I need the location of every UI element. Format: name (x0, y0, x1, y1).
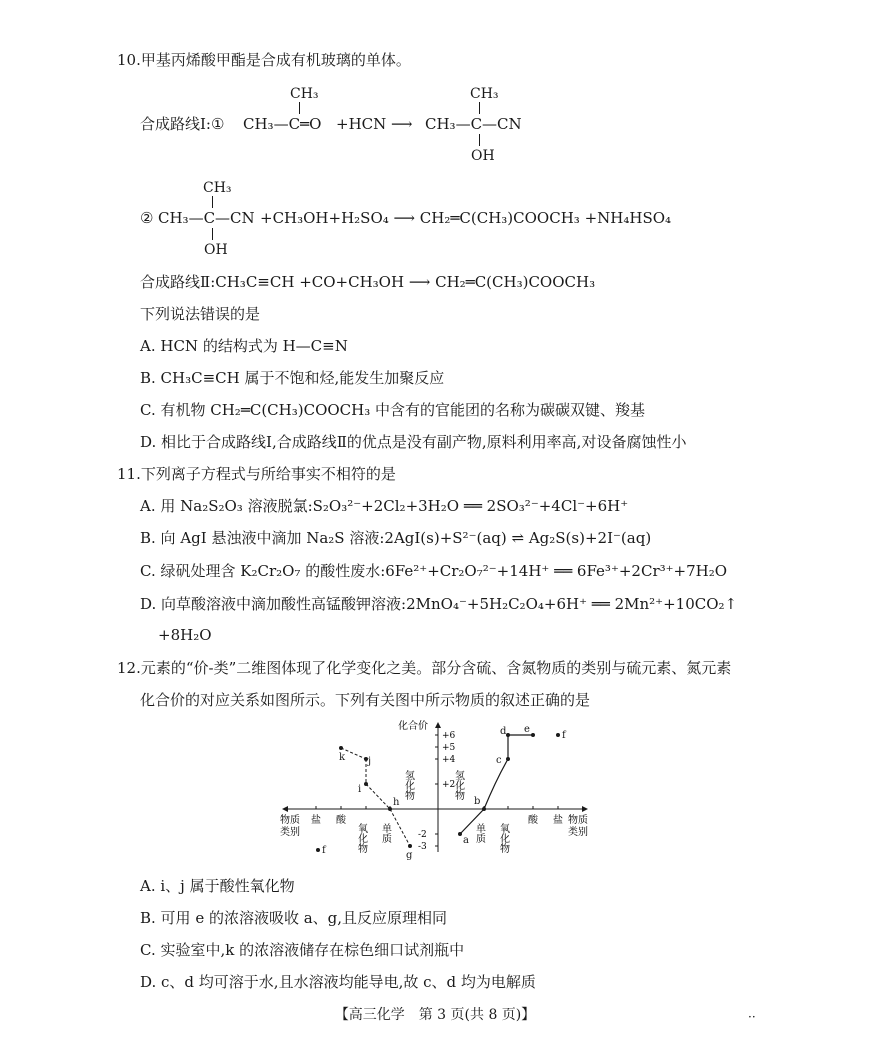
right-cat-salt: 盐 (553, 815, 563, 826)
y-tick-minus3: -3 (418, 842, 427, 852)
solid-line-a-b-c-d-e (460, 735, 533, 834)
q10-stem: 下列说法错误的是 (140, 305, 261, 323)
x-axis-arrow-right (582, 806, 588, 812)
point-a (458, 832, 462, 836)
point-d (506, 733, 510, 737)
q10-eq2-ch3: CH₃ (203, 180, 232, 196)
q12-option-d: D. c、d 均可溶于水,且水溶液均能导电,故 c、d 均为电解质 (140, 973, 536, 991)
q10-eq2-label: ② (140, 209, 154, 227)
left-cat-element: 单质 (379, 823, 391, 843)
left-axis-label-1: 物质 (280, 815, 300, 826)
q12-option-b: B. 可用 e 的浓溶液吸收 a、g,且反应原理相同 (140, 909, 448, 927)
left-hydride-label: 氢化物 (402, 770, 414, 800)
point-label-b: b (474, 796, 481, 807)
q10-route2: 合成路线Ⅱ:CH₃C≡CH +CO+CH₃OH ⟶ CH₂═C(CH₃)COOCH₃ (140, 273, 596, 291)
q11-title: 11.下列离子方程式与所给事实不相符的是 (117, 465, 396, 483)
q12-option-a: A. i、j 属于酸性氧化物 (140, 877, 295, 895)
point-g (408, 844, 412, 848)
page-footer: 【高三化学 第 3 页(共 8 页)】 (334, 1007, 536, 1023)
y-tick-minus2: -2 (418, 830, 427, 840)
left-cat-oxide: 氧化物 (355, 823, 367, 853)
point-f-left (316, 848, 320, 852)
right-axis-label-1: 物质 (568, 815, 588, 826)
q10-route1-label: 合成路线Ⅰ:① (140, 115, 225, 133)
q10-eq1-prod-oh: OH (471, 148, 495, 164)
y-axis-title: 化合价 (398, 721, 428, 732)
q10-eq2-reactant: CH₃—C—CN (158, 209, 255, 227)
valence-class-diagram (280, 720, 600, 865)
left-axis-label-2: 类别 (280, 827, 300, 838)
y-tick-plus6: +6 (442, 731, 456, 741)
point-label-h: h (393, 797, 400, 808)
point-i (364, 782, 368, 786)
right-cat-acid: 酸 (528, 815, 538, 826)
point-label-e: e (524, 724, 530, 735)
y-tick-plus5: +5 (442, 743, 456, 753)
point-label-c: c (496, 755, 502, 766)
point-label-d: d (500, 726, 507, 737)
point-k (339, 746, 343, 750)
point-b (482, 807, 486, 811)
q11-option-b: B. 向 AgI 悬浊液中滴加 Na₂S 溶液:2AgI(s)+S²⁻(aq) ⇌ Ag₂S(s)+2I⁻(aq) (140, 529, 652, 547)
point-label-i: i (358, 784, 362, 795)
bond-line (479, 102, 480, 114)
corner-mark: ·· (748, 1010, 756, 1024)
q12-option-c: C. 实验室中,k 的浓溶液储存在棕色细口试剂瓶中 (140, 941, 465, 959)
point-h (388, 807, 392, 811)
point-label-k: k (339, 752, 346, 763)
q10-option-d: D. 相比于合成路线Ⅰ,合成路线Ⅱ的优点是没有副产物,原料利用率高,对设备腐蚀性小 (140, 433, 687, 451)
left-cat-acid: 酸 (336, 815, 346, 826)
right-axis-label-2: 类别 (568, 827, 588, 838)
y-tick-plus2: +2 (442, 780, 456, 790)
q10-eq1-product: CH₃—C—CN (425, 115, 522, 133)
y-tick-plus4: +4 (442, 755, 456, 765)
point-e (531, 733, 535, 737)
dashed-line-i-h (366, 784, 390, 809)
point-label-f-left: f (322, 845, 326, 856)
dashed-line-h-g (390, 809, 410, 846)
left-cat-salt: 盐 (311, 815, 321, 826)
right-hydride-label: 氢化物 (452, 770, 464, 800)
point-label-g: g (406, 850, 413, 861)
bond-line (299, 102, 300, 114)
q12-title-line2: 化合价的对应关系如图所示。下列有关图中所示物质的叙述正确的是 (140, 691, 591, 709)
q10-option-c: C. 有机物 CH₂═C(CH₃)COOCH₃ 中含有的官能团的名称为碳碳双键、羧基 (140, 401, 646, 419)
q10-eq2-oh: OH (204, 242, 228, 258)
q10-option-b: B. CH₃C≡CH 属于不饱和烃,能发生加聚反应 (140, 369, 445, 387)
bond-line (212, 228, 213, 240)
point-c (506, 757, 510, 761)
point-label-a: a (463, 835, 469, 846)
q11-option-d-cont: +8H₂O (158, 626, 212, 644)
bond-line (212, 196, 213, 208)
q11-option-a: A. 用 Na₂S₂O₃ 溶液脱氯:S₂O₃²⁻+2Cl₂+3H₂O ══ 2SO₃²⁻+4Cl⁻+6H⁺ (140, 497, 629, 515)
q12-title-line1: 12.元素的“价-类”二维图体现了化学变化之美。部分含硫、含氮物质的类别与硫元素、氮元素 (117, 659, 732, 677)
q10-option-a: A. HCN 的结构式为 H—C≡N (140, 337, 348, 355)
q10-eq1-plus-hcn: +HCN ⟶ (336, 115, 413, 133)
x-axis-arrow-left (282, 806, 288, 812)
q10-eq1-prod-ch3: CH₃ (470, 86, 499, 102)
bond-line (479, 134, 480, 146)
q11-option-d: D. 向草酸溶液中滴加酸性高锰酸钾溶液:2MnO₄⁻+5H₂C₂O₄+6H⁺ ══ 2Mn²⁺+10CO₂↑ (140, 595, 738, 613)
point-label-j: j (368, 756, 372, 767)
right-cat-oxide: 氧化物 (497, 823, 509, 853)
q10-eq2-rest: +CH₃OH+H₂SO₄ ⟶ CH₂═C(CH₃)COOCH₃ +NH₄HSO₄ (260, 209, 672, 227)
q10-eq1-acetone: CH₃—C═O (243, 115, 322, 133)
q11-option-c: C. 绿矾处理含 K₂Cr₂O₇ 的酸性废水:6Fe²⁺+Cr₂O₇²⁻+14H⁺ ══ 6Fe³⁺+2Cr³⁺+7H₂O (140, 562, 728, 580)
point-f-right (556, 733, 560, 737)
right-cat-element: 单质 (473, 823, 485, 843)
y-axis-arrow (435, 722, 441, 728)
q10-title: 10.甲基丙烯酸甲酯是合成有机玻璃的单体。 (117, 51, 411, 69)
q10-eq1-acetone-ch3: CH₃ (290, 86, 319, 102)
point-label-f-right: f (562, 730, 566, 741)
